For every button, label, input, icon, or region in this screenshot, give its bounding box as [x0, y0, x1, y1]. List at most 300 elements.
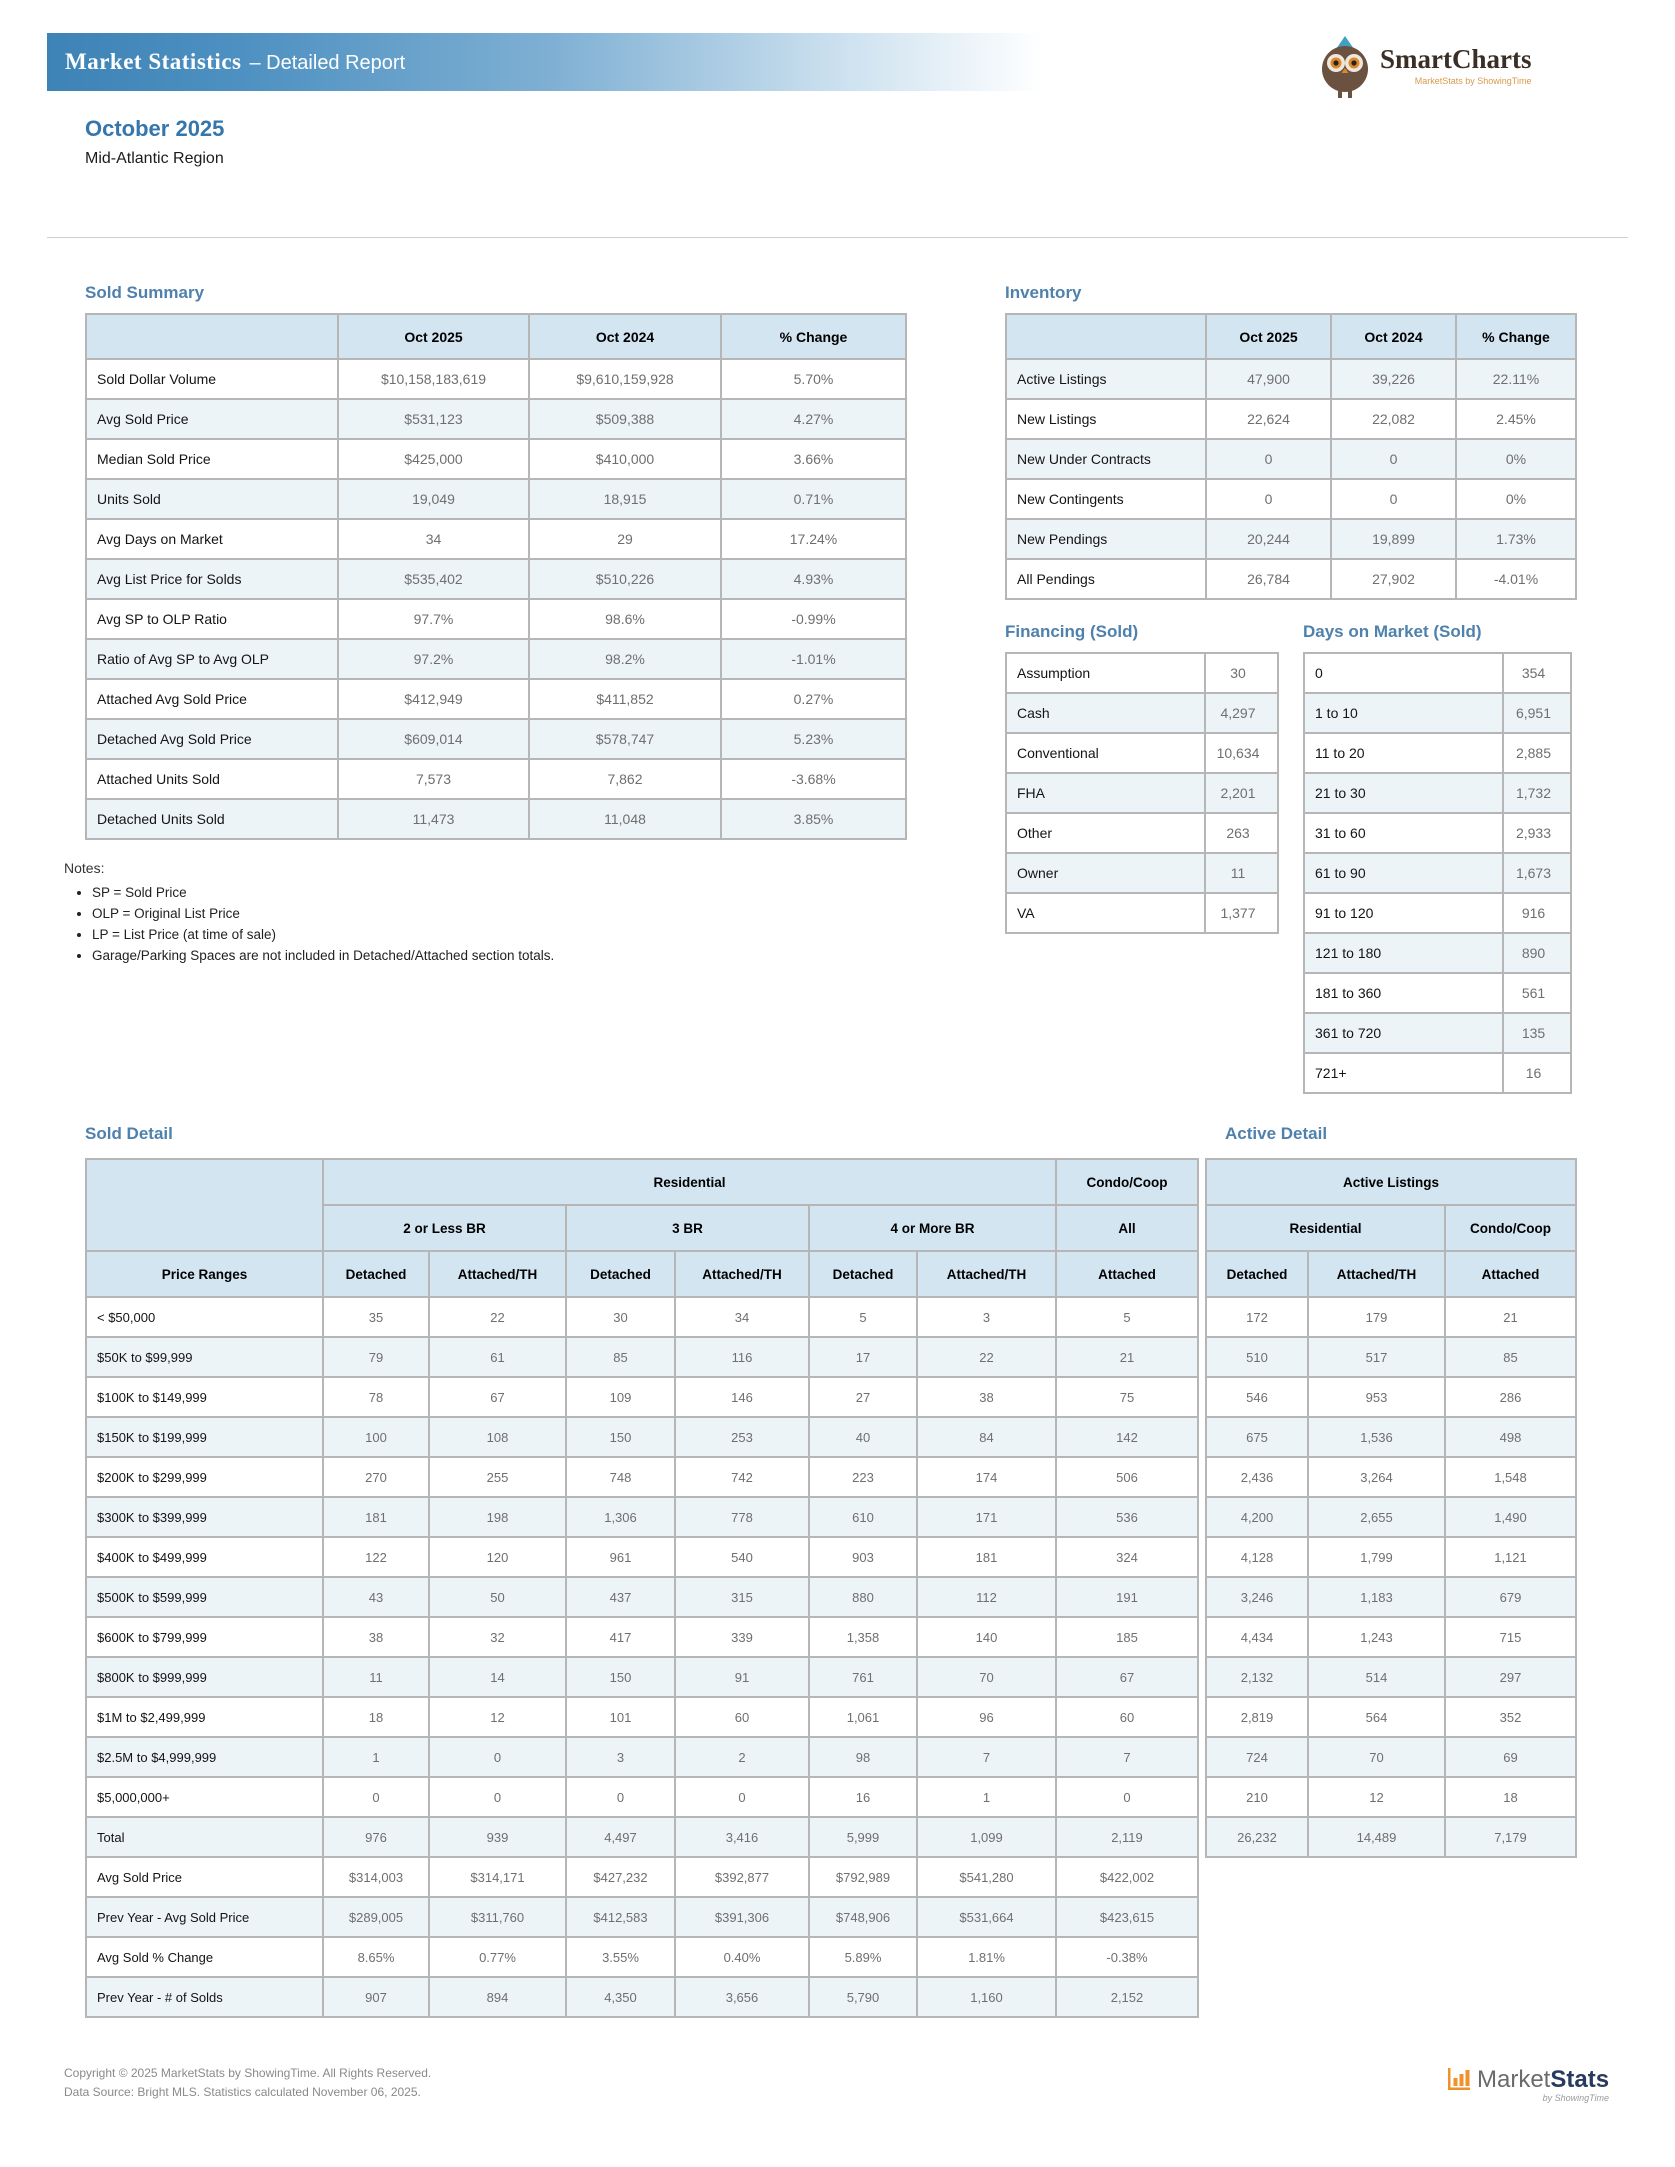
- cell-value: 1,673: [1503, 853, 1571, 893]
- cell-value: 1,160: [917, 1977, 1056, 2017]
- cell-value: 1,099: [917, 1817, 1056, 1857]
- cell-value: 253: [675, 1417, 809, 1457]
- row-label: $150K to $199,999: [86, 1417, 323, 1457]
- cell-value: 142: [1056, 1417, 1198, 1457]
- cell-value: 17.24%: [721, 519, 906, 559]
- cell-value: 7,179: [1445, 1817, 1576, 1857]
- header-cell: Oct 2025: [1206, 314, 1331, 359]
- cell-value: 210: [1206, 1777, 1308, 1817]
- table-row: [86, 1497, 1198, 1537]
- inventory-section: [1005, 283, 1577, 600]
- cell-value: $792,989: [809, 1857, 917, 1897]
- cell-value: 5.70%: [721, 359, 906, 399]
- cell-value: 21: [1445, 1297, 1576, 1337]
- cell-value: $535,402: [338, 559, 529, 599]
- cell-value: $10,158,183,619: [338, 359, 529, 399]
- cell-value: 2,132: [1206, 1657, 1308, 1697]
- column-header: Detached: [1206, 1251, 1308, 1297]
- header-cell: % Change: [1456, 314, 1576, 359]
- cell-value: 97.7%: [338, 599, 529, 639]
- cell-value: 84: [917, 1417, 1056, 1457]
- financing-section: [1005, 622, 1279, 934]
- row-label: < $50,000: [86, 1297, 323, 1337]
- cell-value: $509,388: [529, 399, 721, 439]
- cell-value: 20,244: [1206, 519, 1331, 559]
- cell-value: 1,732: [1503, 773, 1571, 813]
- cell-value: 40: [809, 1417, 917, 1457]
- cell-value: 1,183: [1308, 1577, 1445, 1617]
- footer-copyright: Copyright © 2025 MarketStats by ShowingTime. All Rights Reserved.: [64, 2066, 432, 2080]
- cell-value: 0: [323, 1777, 429, 1817]
- row-label: $500K to $599,999: [86, 1577, 323, 1617]
- cell-value: 98.2%: [529, 639, 721, 679]
- cell-value: 35: [323, 1297, 429, 1337]
- cell-value: -0.38%: [1056, 1937, 1198, 1977]
- cell-value: 1,377: [1205, 893, 1278, 933]
- table-row: [1006, 653, 1278, 693]
- marketstats-logo: [1446, 2066, 1609, 2103]
- group-header-row: [1206, 1159, 1576, 1205]
- table-row: [1304, 893, 1571, 933]
- cell-value: 22: [917, 1337, 1056, 1377]
- cell-value: 916: [1503, 893, 1571, 933]
- row-label: $50K to $99,999: [86, 1337, 323, 1377]
- cell-value: $422,002: [1056, 1857, 1198, 1897]
- cell-value: 270: [323, 1457, 429, 1497]
- cell-value: 536: [1056, 1497, 1198, 1537]
- cell-value: -3.68%: [721, 759, 906, 799]
- cell-value: 2,119: [1056, 1817, 1198, 1857]
- cell-value: 715: [1445, 1617, 1576, 1657]
- table-row: [1304, 813, 1571, 853]
- table-row: [86, 1297, 1198, 1337]
- cell-value: 0: [1331, 479, 1456, 519]
- sold-summary-section: [85, 283, 907, 840]
- cell-value: 890: [1503, 933, 1571, 973]
- cell-value: 5,999: [809, 1817, 917, 1857]
- table-row: [1006, 479, 1576, 519]
- cell-value: 0.40%: [675, 1937, 809, 1977]
- cell-value: 78: [323, 1377, 429, 1417]
- row-label: 121 to 180: [1304, 933, 1503, 973]
- row-label: Owner: [1006, 853, 1205, 893]
- column-header-row: [1206, 1251, 1576, 1297]
- cell-value: 354: [1503, 653, 1571, 693]
- cell-value: 38: [917, 1377, 1056, 1417]
- row-label: Avg SP to OLP Ratio: [86, 599, 338, 639]
- column-header: Detached: [809, 1251, 917, 1297]
- cell-value: 67: [1056, 1657, 1198, 1697]
- cell-value: 315: [675, 1577, 809, 1617]
- cell-value: 0%: [1456, 479, 1576, 519]
- cell-value: $748,906: [809, 1897, 917, 1937]
- table-row: [1304, 1053, 1571, 1093]
- row-label: $400K to $499,999: [86, 1537, 323, 1577]
- cell-value: $411,852: [529, 679, 721, 719]
- cell-value: 79: [323, 1337, 429, 1377]
- table-row: [86, 439, 906, 479]
- cell-value: 297: [1445, 1657, 1576, 1697]
- cell-value: 70: [917, 1657, 1056, 1697]
- cell-value: 22,082: [1331, 399, 1456, 439]
- cell-value: 179: [1308, 1297, 1445, 1337]
- cell-value: $423,615: [1056, 1897, 1198, 1937]
- cell-value: 85: [1445, 1337, 1576, 1377]
- sold-detail-section: [85, 1158, 1199, 2018]
- cell-value: 1,061: [809, 1697, 917, 1737]
- table-row: [1206, 1777, 1576, 1817]
- notes-section: [64, 860, 554, 966]
- row-label: 1 to 10: [1304, 693, 1503, 733]
- cell-value: -1.01%: [721, 639, 906, 679]
- table-row: [86, 1897, 1198, 1937]
- cell-value: $609,014: [338, 719, 529, 759]
- cell-value: 3,416: [675, 1817, 809, 1857]
- cell-value: $314,171: [429, 1857, 566, 1897]
- cell-value: 1,548: [1445, 1457, 1576, 1497]
- subgroup-header-row: [1206, 1205, 1576, 1251]
- cell-value: 75: [1056, 1377, 1198, 1417]
- table-row: [86, 1777, 1198, 1817]
- cell-value: 546: [1206, 1377, 1308, 1417]
- cell-value: 263: [1205, 813, 1278, 853]
- table-row: [1206, 1377, 1576, 1417]
- subgroup-header-condo: Condo/Coop: [1445, 1205, 1576, 1251]
- row-label: New Under Contracts: [1006, 439, 1206, 479]
- cell-value: 16: [1503, 1053, 1571, 1093]
- table-row: [86, 1977, 1198, 2017]
- cell-value: $412,583: [566, 1897, 675, 1937]
- column-header: Attached/TH: [917, 1251, 1056, 1297]
- cell-value: 34: [675, 1297, 809, 1337]
- column-header: Attached/TH: [429, 1251, 566, 1297]
- cell-value: 191: [1056, 1577, 1198, 1617]
- table-row: [86, 759, 906, 799]
- cell-value: 4,128: [1206, 1537, 1308, 1577]
- cell-value: 761: [809, 1657, 917, 1697]
- cell-value: 26,784: [1206, 559, 1331, 599]
- table-row: [1206, 1417, 1576, 1457]
- row-label: Avg Sold Price: [86, 1857, 323, 1897]
- table-row: [86, 1337, 1198, 1377]
- table-row: [86, 1737, 1198, 1777]
- cell-value: 120: [429, 1537, 566, 1577]
- cell-value: 514: [1308, 1657, 1445, 1697]
- table-row: [1304, 933, 1571, 973]
- table-row: [1206, 1657, 1576, 1697]
- table-row: [86, 1657, 1198, 1697]
- cell-value: 61: [429, 1337, 566, 1377]
- cell-value: 903: [809, 1537, 917, 1577]
- cell-value: 324: [1056, 1537, 1198, 1577]
- table-row: [86, 719, 906, 759]
- cell-value: 286: [1445, 1377, 1576, 1417]
- brand-name: SmartCharts: [1380, 44, 1532, 74]
- cell-value: 96: [917, 1697, 1056, 1737]
- report-region: Mid-Atlantic Region: [85, 150, 224, 167]
- table-row: [1006, 399, 1576, 439]
- subgroup-header: 3 BR: [566, 1205, 809, 1251]
- row-label: Detached Avg Sold Price: [86, 719, 338, 759]
- cell-value: 3,656: [675, 1977, 809, 2017]
- note-item: • SP = Sold Price: [92, 882, 554, 903]
- cell-value: 540: [675, 1537, 809, 1577]
- active-detail-section: [1205, 1158, 1577, 1858]
- cell-value: 100: [323, 1417, 429, 1457]
- cell-value: 5.23%: [721, 719, 906, 759]
- row-label: Avg Sold % Change: [86, 1937, 323, 1977]
- row-label: $600K to $799,999: [86, 1617, 323, 1657]
- row-label: Units Sold: [86, 479, 338, 519]
- days-on-market-title: Days on Market (Sold): [1303, 622, 1482, 641]
- note-item: • Garage/Parking Spaces are not included in Detached/Attached section totals.: [92, 945, 554, 966]
- cell-value: 12: [1308, 1777, 1445, 1817]
- cell-value: 3,264: [1308, 1457, 1445, 1497]
- column-header-row: [86, 1251, 1198, 1297]
- days-on-market-section: [1303, 622, 1572, 1094]
- row-label: 31 to 60: [1304, 813, 1503, 853]
- notes-title: Notes:: [64, 860, 105, 876]
- table-row: [1206, 1697, 1576, 1737]
- cell-value: 0: [675, 1777, 809, 1817]
- cell-value: 14,489: [1308, 1817, 1445, 1857]
- header-cell: % Change: [721, 314, 906, 359]
- cell-value: 11: [323, 1657, 429, 1697]
- row-label: Ratio of Avg SP to Avg OLP: [86, 639, 338, 679]
- table-row: [1206, 1297, 1576, 1337]
- subgroup-header: All: [1056, 1205, 1198, 1251]
- row-label: 21 to 30: [1304, 773, 1503, 813]
- table-row: [1304, 1013, 1571, 1053]
- row-label: Median Sold Price: [86, 439, 338, 479]
- cell-value: 98.6%: [529, 599, 721, 639]
- cell-value: 70: [1308, 1737, 1445, 1777]
- row-label: New Listings: [1006, 399, 1206, 439]
- cell-value: 0: [1331, 439, 1456, 479]
- sold-summary-table: [85, 313, 907, 840]
- footer-brand-name: [1477, 2068, 1609, 2092]
- table-row: [1006, 813, 1278, 853]
- cell-value: -0.99%: [721, 599, 906, 639]
- header-cell-blank: [86, 314, 338, 359]
- row-label: Attached Units Sold: [86, 759, 338, 799]
- table-row: [86, 1817, 1198, 1857]
- table-row: [1206, 1497, 1576, 1537]
- cell-value: 17: [809, 1337, 917, 1377]
- table-row: [1006, 853, 1278, 893]
- cell-value: 0.27%: [721, 679, 906, 719]
- cell-value: 91: [675, 1657, 809, 1697]
- table-row: [1206, 1577, 1576, 1617]
- cell-value: 172: [1206, 1297, 1308, 1337]
- table-row: [1304, 773, 1571, 813]
- column-header: Attached: [1445, 1251, 1576, 1297]
- cell-value: 1,490: [1445, 1497, 1576, 1537]
- table-row: [86, 1417, 1198, 1457]
- header-title-sub: – Detailed Report: [249, 52, 406, 74]
- cell-value: 2.45%: [1456, 399, 1576, 439]
- cell-value: 11: [1205, 853, 1278, 893]
- cell-value: 3.66%: [721, 439, 906, 479]
- cell-value: 4,497: [566, 1817, 675, 1857]
- cell-value: 742: [675, 1457, 809, 1497]
- cell-value: 510: [1206, 1337, 1308, 1377]
- cell-value: 0.71%: [721, 479, 906, 519]
- row-label: 61 to 90: [1304, 853, 1503, 893]
- row-label: VA: [1006, 893, 1205, 933]
- cell-value: 5: [809, 1297, 917, 1337]
- table-row: [1304, 653, 1571, 693]
- table-row: [86, 1457, 1198, 1497]
- cell-value: 2,655: [1308, 1497, 1445, 1537]
- row-label: $100K to $149,999: [86, 1377, 323, 1417]
- cell-value: 10,634: [1205, 733, 1278, 773]
- row-label: Prev Year - # of Solds: [86, 1977, 323, 2017]
- cell-value: 109: [566, 1377, 675, 1417]
- cell-value: $425,000: [338, 439, 529, 479]
- cell-value: -4.01%: [1456, 559, 1576, 599]
- table-row: [1006, 693, 1278, 733]
- table-row: [1006, 733, 1278, 773]
- cell-value: 135: [1503, 1013, 1571, 1053]
- cell-value: 0: [429, 1777, 566, 1817]
- cell-value: 18: [323, 1697, 429, 1737]
- cell-value: $9,610,159,928: [529, 359, 721, 399]
- row-label: Avg Sold Price: [86, 399, 338, 439]
- cell-value: 2,819: [1206, 1697, 1308, 1737]
- cell-value: 2,152: [1056, 1977, 1198, 2017]
- note-item: • LP = List Price (at time of sale): [92, 924, 554, 945]
- cell-value: 7,573: [338, 759, 529, 799]
- cell-value: 961: [566, 1537, 675, 1577]
- group-header-condo: Condo/Coop: [1056, 1159, 1198, 1205]
- cell-value: 352: [1445, 1697, 1576, 1737]
- cell-value: 112: [917, 1577, 1056, 1617]
- row-label: 0: [1304, 653, 1503, 693]
- divider-line: [47, 237, 1628, 238]
- table-row: [1006, 773, 1278, 813]
- cell-value: 1,243: [1308, 1617, 1445, 1657]
- cell-value: 18: [1445, 1777, 1576, 1817]
- cell-value: $391,306: [675, 1897, 809, 1937]
- sold-detail-title: Sold Detail: [85, 1124, 173, 1143]
- cell-value: 1,306: [566, 1497, 675, 1537]
- cell-value: 2: [675, 1737, 809, 1777]
- table-row: [1006, 893, 1278, 933]
- cell-value: 417: [566, 1617, 675, 1657]
- footer-source: Data Source: Bright MLS. Statistics calculated November 06, 2025.: [64, 2085, 421, 2099]
- cell-value: 26,232: [1206, 1817, 1308, 1857]
- cell-value: 4,350: [566, 1977, 675, 2017]
- cell-value: 22,624: [1206, 399, 1331, 439]
- price-ranges-header: Price Ranges: [86, 1251, 323, 1297]
- cell-value: 3.55%: [566, 1937, 675, 1977]
- row-label: 91 to 120: [1304, 893, 1503, 933]
- table-row: [86, 359, 906, 399]
- row-label: $800K to $999,999: [86, 1657, 323, 1697]
- table-header-row: [86, 314, 906, 359]
- cell-value: 12: [429, 1697, 566, 1737]
- column-header: Detached: [323, 1251, 429, 1297]
- header-cell: Oct 2024: [529, 314, 721, 359]
- cell-value: 564: [1308, 1697, 1445, 1737]
- cell-value: 8.65%: [323, 1937, 429, 1977]
- row-label: $200K to $299,999: [86, 1457, 323, 1497]
- cell-value: 2,885: [1503, 733, 1571, 773]
- cell-value: 108: [429, 1417, 566, 1457]
- cell-value: 69: [1445, 1737, 1576, 1777]
- cell-value: 3: [917, 1297, 1056, 1337]
- column-header: Attached: [1056, 1251, 1198, 1297]
- header-cell: Oct 2025: [338, 314, 529, 359]
- group-header-residential: Residential: [323, 1159, 1056, 1205]
- subgroup-header: 4 or More BR: [809, 1205, 1056, 1251]
- cell-value: 3: [566, 1737, 675, 1777]
- row-label: Cash: [1006, 693, 1205, 733]
- cell-value: 675: [1206, 1417, 1308, 1457]
- cell-value: 4,200: [1206, 1497, 1308, 1537]
- cell-value: 60: [1056, 1697, 1198, 1737]
- table-row: [1206, 1337, 1576, 1377]
- cell-value: 1.73%: [1456, 519, 1576, 559]
- cell-value: $314,003: [323, 1857, 429, 1897]
- cell-value: 2,436: [1206, 1457, 1308, 1497]
- cell-value: 498: [1445, 1417, 1576, 1457]
- cell-value: 561: [1503, 973, 1571, 1013]
- group-header-active-listings: Active Listings: [1206, 1159, 1576, 1205]
- cell-value: 22.11%: [1456, 359, 1576, 399]
- table-row: [86, 1937, 1198, 1977]
- cell-value: 0%: [1456, 439, 1576, 479]
- cell-value: 97.2%: [338, 639, 529, 679]
- financing-table: [1005, 652, 1279, 934]
- header-cell-blank: [86, 1159, 323, 1251]
- row-label: Sold Dollar Volume: [86, 359, 338, 399]
- table-row: [86, 1697, 1198, 1737]
- cell-value: 27,902: [1331, 559, 1456, 599]
- cell-value: $531,664: [917, 1897, 1056, 1937]
- cell-value: 724: [1206, 1737, 1308, 1777]
- sold-summary-title: Sold Summary: [85, 283, 205, 302]
- row-label: $300K to $399,999: [86, 1497, 323, 1537]
- cell-value: 140: [917, 1617, 1056, 1657]
- days-on-market-table: [1303, 652, 1572, 1094]
- row-label: 181 to 360: [1304, 973, 1503, 1013]
- cell-value: 1: [917, 1777, 1056, 1817]
- table-row: [1006, 439, 1576, 479]
- cell-value: 1,121: [1445, 1537, 1576, 1577]
- column-header: Detached: [566, 1251, 675, 1297]
- inventory-title: Inventory: [1005, 283, 1082, 302]
- table-row: [1206, 1737, 1576, 1777]
- cell-value: $541,280: [917, 1857, 1056, 1897]
- cell-value: 1: [323, 1737, 429, 1777]
- row-label: 361 to 720: [1304, 1013, 1503, 1053]
- cell-value: 5.89%: [809, 1937, 917, 1977]
- row-label: $1M to $2,499,999: [86, 1697, 323, 1737]
- table-row: [86, 639, 906, 679]
- cell-value: 14: [429, 1657, 566, 1697]
- cell-value: 122: [323, 1537, 429, 1577]
- table-row: [1006, 559, 1576, 599]
- cell-value: 907: [323, 1977, 429, 2017]
- cell-value: 4,434: [1206, 1617, 1308, 1657]
- cell-value: 150: [566, 1657, 675, 1697]
- header-title: [65, 49, 405, 75]
- table-header-row: [1006, 314, 1576, 359]
- cell-value: 5,790: [809, 1977, 917, 2017]
- cell-value: $412,949: [338, 679, 529, 719]
